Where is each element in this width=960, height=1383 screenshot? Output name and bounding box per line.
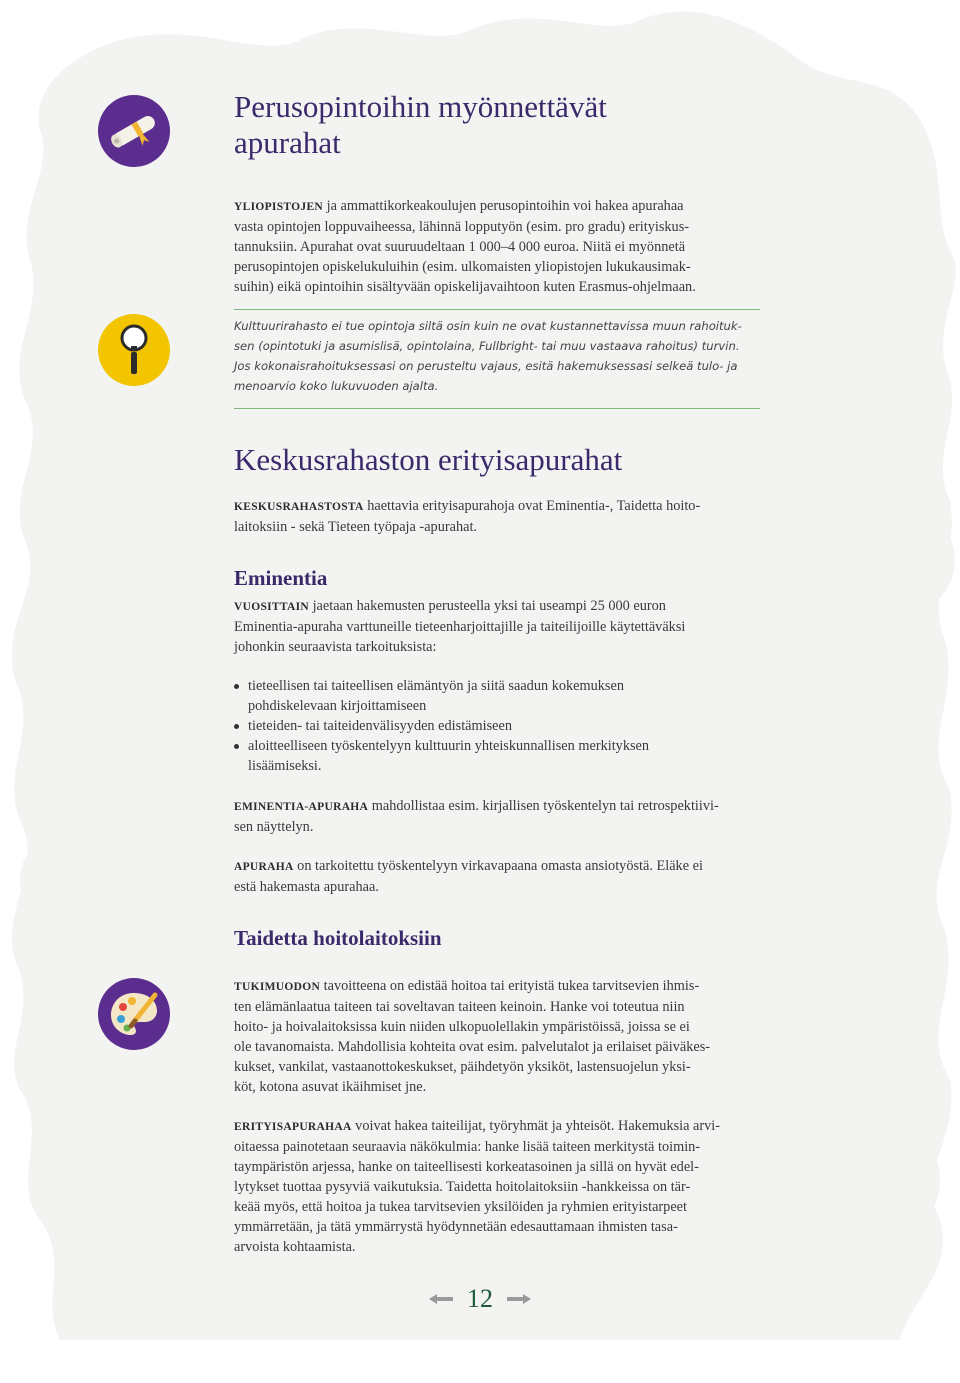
divider-bottom: [234, 408, 760, 409]
text-line: perusopintojen opiskelukuluihin (esim. ulkomaisten yliopistojen lukukausimak-: [234, 259, 691, 275]
text-line: sen näyttelyn.: [234, 819, 314, 835]
text-line: tieteellisen tai taiteellisen elämäntyön ja siitä saadun kokemuksen: [248, 678, 624, 694]
text-line: arvoista kohtaamista.: [234, 1239, 356, 1255]
palette-icon: [97, 977, 171, 1051]
text-line: Eminentia-apuraha varttuneille tieteenharjoittajille ja taiteilijoille käytettäväksi: [234, 619, 686, 635]
perusopinnot-paragraph: [234, 196, 774, 297]
diploma-icon: [97, 94, 171, 168]
apuraha-paragraph: [234, 856, 774, 897]
lead-word: VUOSITTAIN: [234, 601, 309, 613]
eminentia-paragraph: [234, 596, 774, 657]
text-line: haettavia erityisapurahoja ovat Eminentia-, Taidetta hoito-: [363, 498, 701, 514]
page-number-footer: [0, 1284, 960, 1314]
info-line: menoarvio koko lukuvuoden ajalta.: [234, 379, 439, 393]
magnifier-info-icon: [97, 313, 171, 387]
section-title-perusopinnot: [234, 89, 794, 161]
text-line: hoito- ja hoivalaitoksissa kuin niiden ulkopuolellakin ympäristöissä, joissa se ei: [234, 1019, 690, 1035]
text-line: ymmärretään, ja tätä ymmärrystä hyödynnetään edesauttamaan ihmisten tasa-: [234, 1219, 678, 1235]
title-line-1: Perusopintoihin myönnettävät: [234, 89, 607, 124]
text-line: mahdollistaa esim. kirjallisen työskentelyn tai retrospektiivi-: [368, 798, 719, 814]
info-line: Kulttuurirahasto ei tue opintoja siltä osin kuin ne ovat kustannettavissa muun rahoituk-: [234, 319, 742, 333]
info-line: Jos kokonaisrahoituksessasi on perusteltu vajaus, esitä hakemuksessasi selkeä tulo- ja: [234, 359, 738, 373]
text-line: vasta opintojen loppuvaiheessa, lähinnä lopputyön (esim. pro gradu) erityiskus-: [234, 219, 690, 235]
text-line: on tarkoitettu työskentelyyn virkavapaana omasta ansiotyöstä. Eläke ei: [293, 858, 703, 874]
text-line: pohdiskelevaan kirjoittamiseen: [248, 698, 427, 714]
text-line: jaetaan hakemusten perusteella yksi tai useampi 25 000 euron: [309, 598, 666, 614]
taidetta-paragraph: [234, 976, 774, 1097]
section-title-keskusrahasto: Keskusrahaston erityisapurahat: [234, 442, 623, 477]
text-line: estä hakemasta apurahaa.: [234, 879, 379, 895]
text-line: taympäristön arjessa, hanke on taiteellisesti korkeatasoinen ja sillä on hyvät edel-: [234, 1159, 699, 1175]
text-line: köt, kotona asuvat ikäihmiset jne.: [234, 1079, 427, 1095]
text-line: tavoitteena on edistää hoitoa tai erityistä tukea tarvitsevien ihmis-: [320, 978, 700, 994]
subsection-title-eminentia: Eminentia: [234, 566, 328, 590]
divider-top: [234, 309, 760, 310]
text-line: ole tavanomaista. Mahdollisia kohteita ovat esim. palvelutalot ja erilaiset päiväkes-: [234, 1039, 711, 1055]
arrow-right-icon: [505, 1292, 533, 1306]
text-line: ja ammattikorkeakoulujen perusopintoihin voi hakea apurahaa: [323, 198, 684, 214]
list-item: [234, 676, 774, 716]
text-line: tieteiden- tai taiteidenvälisyyden edistämiseen: [248, 718, 513, 734]
text-line: lisäämiseksi.: [248, 758, 322, 774]
lead-word: EMINENTIA-APURAHA: [234, 801, 369, 813]
arrow-left-icon: [427, 1292, 455, 1306]
lead-word: KESKUSRAHASTOSTA: [234, 501, 364, 513]
text-line: voivat hakea taiteilijat, työryhmät ja yhteisöt. Hakemuksia arvi-: [351, 1118, 721, 1134]
lead-word: APURAHA: [234, 861, 294, 873]
lead-word: TUKIMUODON: [234, 981, 321, 993]
text-line: johonkin seuraavista tarkoituksista:: [234, 639, 437, 655]
info-box-text: [234, 316, 774, 396]
title-line-2: apurahat: [234, 125, 341, 160]
subsection-title-taidetta: Taidetta hoitolaitoksiin: [234, 926, 442, 950]
text-line: keää myös, että hoitoa ja tukea tarvitsevien yksilöiden ja ryhmien erityistarpeet: [234, 1199, 687, 1215]
lead-word: YLIOPISTOJEN: [234, 201, 324, 213]
info-line: sen (opintotuki ja asumislisä, opintolaina, Fullbright- tai muu vastaava rahoitus) turvin.: [234, 339, 740, 353]
page-number: 12: [467, 1284, 493, 1313]
text-line: suihin) eikä opintoihin sisältyvään opiskelijavaihtoon kuten Erasmus-ohjelmaan.: [234, 279, 696, 295]
list-item: [234, 716, 774, 736]
text-line: aloitteelliseen työskentelyyn kulttuurin yhteiskunnallisen merkityksen: [248, 738, 650, 754]
text-line: ten elämänlaatua taiteen tai soveltavan taiteen keinoin. Hanke voi toteutua niin: [234, 999, 685, 1015]
lead-word: ERITYISAPURAHAA: [234, 1121, 352, 1133]
eminentia-apuraha-paragraph: [234, 796, 774, 837]
text-line: laitoksiin - sekä Tieteen työpaja -apurahat.: [234, 519, 477, 535]
text-line: lytykset tuottaa pysyviä vaikutuksia. Taidetta hoitolaitoksiin -hankkeissa on tär-: [234, 1179, 691, 1195]
text-line: tannuksiin. Apurahat ovat suuruudeltaan 1 000–4 000 euroa. Niitä ei myönnetä: [234, 239, 686, 255]
keskusrahasto-paragraph: [234, 496, 774, 537]
erityisapuraha-paragraph: [234, 1116, 774, 1257]
eminentia-bullet-list: [234, 676, 774, 776]
list-item: [234, 736, 774, 776]
text-line: kukset, vankilat, vastaanottokeskukset, päihdetyön yksiköt, lastensuojelun yksi-: [234, 1059, 691, 1075]
text-line: oitaessa painotetaan seuraavia näkökulmia: hanke lisää taiteen merkitystä toimin-: [234, 1139, 701, 1155]
